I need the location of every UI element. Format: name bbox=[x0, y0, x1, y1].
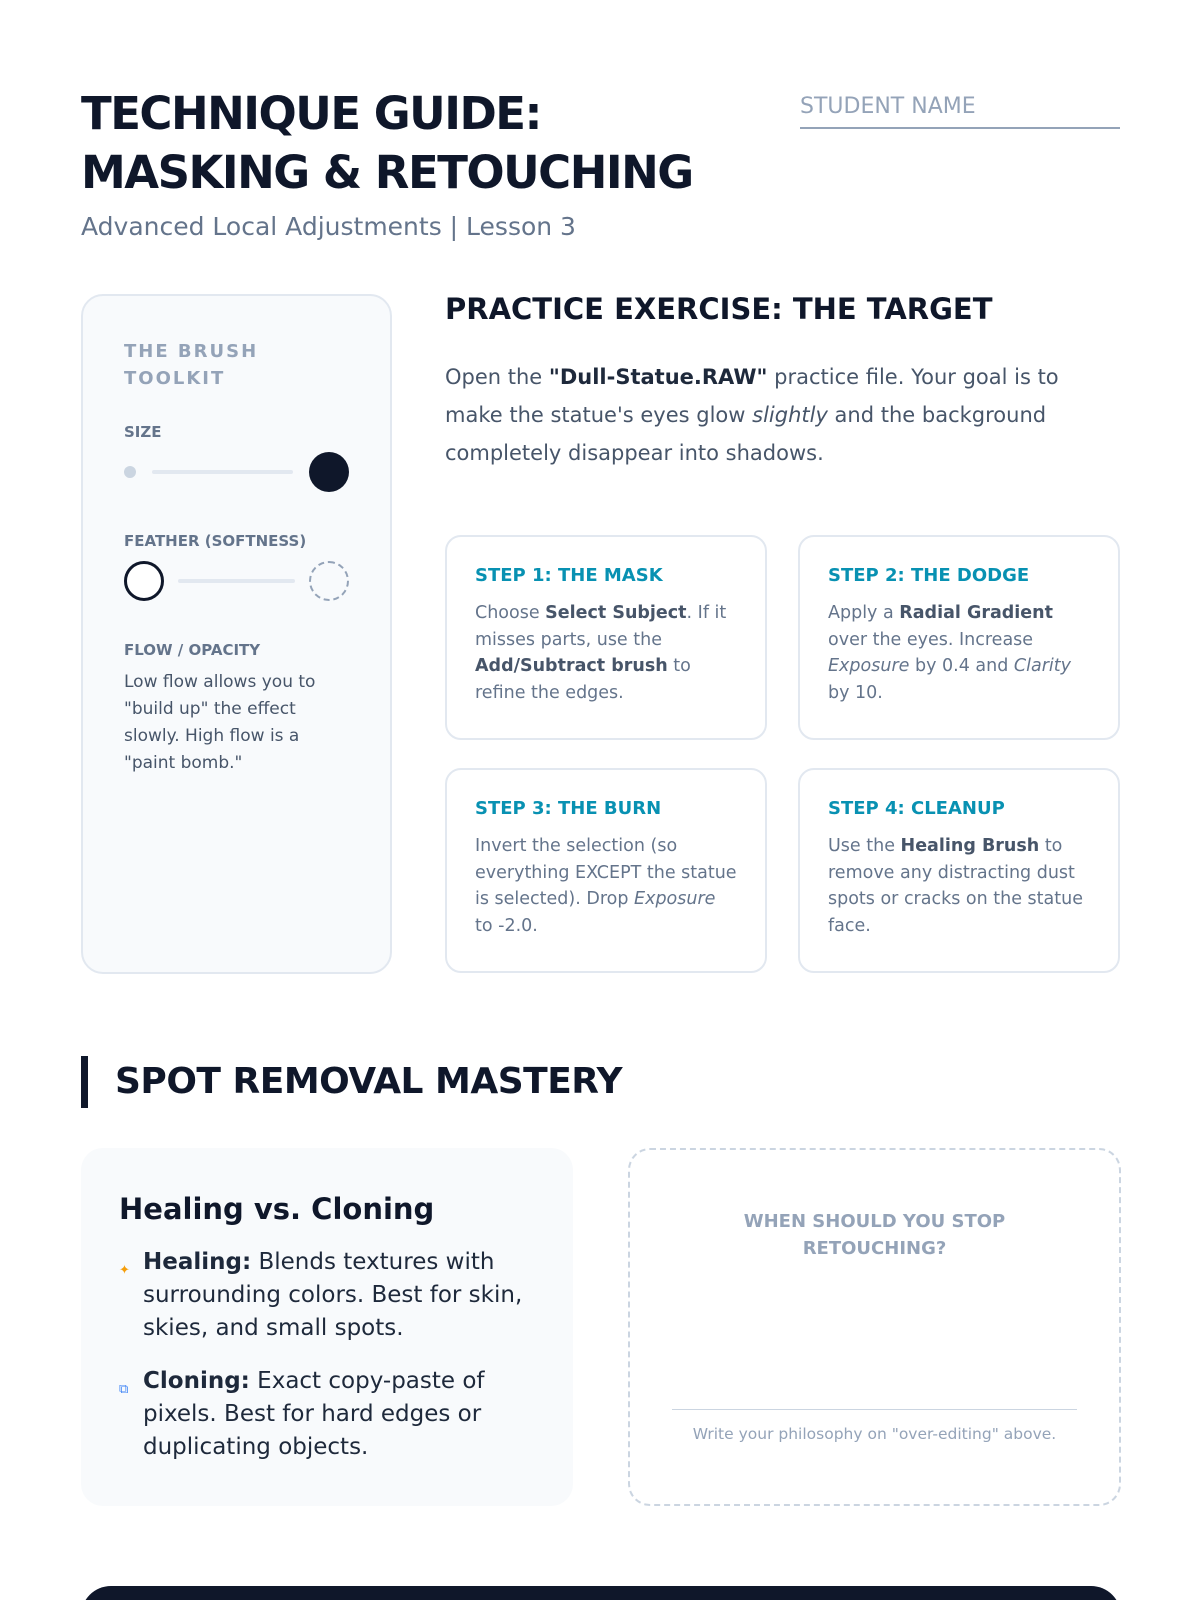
student-name-field-wrapper bbox=[800, 88, 1120, 129]
step-emphasis: Exposure bbox=[828, 656, 910, 676]
step-text: Invert the selection (so everything EXCEPT the statue is selected). Drop bbox=[475, 836, 737, 909]
feather-slider-track bbox=[178, 579, 295, 583]
step-bold: Radial Gradient bbox=[899, 603, 1053, 623]
step-text: to remove any distracting dust spots or cracks on the statue face. bbox=[828, 836, 1083, 936]
intro-text: and the background completely disappear into shadows. bbox=[445, 403, 1047, 465]
intro-text: practice file. Your goal is to make the statue's eyes glow bbox=[445, 365, 1059, 427]
step-description bbox=[475, 833, 737, 939]
brush-toolkit-panel bbox=[81, 294, 392, 974]
reflection-box[interactable] bbox=[628, 1148, 1121, 1506]
cloning-label: Cloning: bbox=[143, 1368, 250, 1394]
intro-emphasis: slightly bbox=[752, 403, 828, 427]
reflection-question-line-1: WHEN SHOULD YOU STOP bbox=[743, 1211, 1006, 1232]
step-title: STEP 2: THE DODGE bbox=[828, 565, 1030, 586]
healing-label: Healing: bbox=[143, 1249, 252, 1275]
step-emphasis: Clarity bbox=[1013, 656, 1071, 676]
step-card-dodge bbox=[798, 535, 1120, 740]
step-title: STEP 4: CLEANUP bbox=[828, 798, 1005, 819]
page-subtitle: Advanced Local Adjustments | Lesson 3 bbox=[81, 212, 576, 241]
practice-exercise-section bbox=[445, 292, 1121, 472]
flow-description: Low flow allows you to "build up" the effect slowly. High flow is a "paint bomb." bbox=[124, 672, 316, 773]
size-label: SIZE bbox=[124, 423, 162, 441]
reflection-question-line-2: RETOUCHING? bbox=[802, 1238, 947, 1259]
step-text: Apply a bbox=[828, 603, 900, 623]
healing-vs-cloning-card bbox=[81, 1148, 573, 1506]
step-text: . If it misses parts, use the bbox=[475, 603, 727, 650]
small-brush-dot-icon bbox=[124, 466, 136, 478]
practice-title: PRACTICE EXERCISE: THE TARGET bbox=[445, 292, 993, 326]
healing-text: Blends textures with surrounding colors. Best for skin, skies, and small spots. bbox=[143, 1249, 523, 1341]
step-card-cleanup bbox=[798, 768, 1120, 973]
bandage-icon: ✦ bbox=[119, 1263, 130, 1278]
step-description bbox=[828, 833, 1090, 939]
feather-label: FEATHER (SOFTNESS) bbox=[124, 532, 307, 550]
step-text: by 0.4 and bbox=[909, 656, 1014, 676]
copy-icon: ⧉ bbox=[119, 1382, 129, 1397]
cloning-text: Exact copy-paste of pixels. Best for hard edges or duplicating objects. bbox=[143, 1368, 485, 1460]
step-text: Choose bbox=[475, 603, 546, 623]
healing-item bbox=[119, 1246, 535, 1345]
step-text: to -2.0. bbox=[475, 915, 538, 936]
step-bold: Select Subject bbox=[545, 603, 687, 623]
footer-bar bbox=[81, 1586, 1121, 1600]
practice-intro bbox=[445, 358, 1121, 472]
intro-text: Open the bbox=[445, 365, 549, 389]
step-emphasis: Exposure bbox=[634, 889, 716, 909]
hard-edge-brush-icon bbox=[124, 561, 164, 601]
step-card-burn bbox=[445, 768, 767, 973]
step-text: Use the bbox=[828, 836, 901, 856]
flow-label: FLOW / OPACITY bbox=[124, 641, 261, 659]
step-description bbox=[828, 600, 1090, 706]
step-title: STEP 3: THE BURN bbox=[475, 798, 662, 819]
step-card-mask bbox=[445, 535, 767, 740]
soft-edge-brush-icon bbox=[309, 561, 349, 601]
step-description bbox=[475, 600, 737, 706]
toolkit-title-line-2: TOOLKIT bbox=[124, 368, 226, 389]
step-text: by 10. bbox=[828, 682, 883, 703]
reflection-question bbox=[630, 1208, 1119, 1262]
size-slider[interactable] bbox=[124, 451, 349, 493]
large-brush-dot-icon bbox=[309, 452, 349, 492]
size-slider-track bbox=[152, 470, 293, 474]
reflection-hint: Write your philosophy on "over-editing" above. bbox=[692, 1425, 1057, 1443]
title-line-2: MASKING & RETOUCHING bbox=[81, 146, 693, 199]
step-bold: Add/Subtract brush bbox=[475, 656, 668, 676]
spot-removal-heading: SPOT REMOVAL MASTERY bbox=[81, 1056, 622, 1108]
step-text: over the eyes. Increase bbox=[828, 629, 1034, 650]
step-title: STEP 1: THE MASK bbox=[475, 565, 663, 586]
toolkit-title bbox=[124, 338, 349, 392]
toolkit-title-line-1: THE BRUSH bbox=[124, 341, 259, 362]
step-bold: Healing Brush bbox=[900, 836, 1040, 856]
feather-slider[interactable] bbox=[124, 560, 349, 602]
answer-line bbox=[672, 1409, 1077, 1410]
cloning-item bbox=[119, 1365, 535, 1464]
healing-vs-cloning-title: Healing vs. Cloning bbox=[119, 1192, 435, 1226]
step-text: to refine the edges. bbox=[475, 656, 691, 703]
practice-file-name: "Dull-Statue.RAW" bbox=[548, 365, 768, 389]
student-name-input[interactable] bbox=[800, 88, 1120, 124]
title-line-1: TECHNIQUE GUIDE: bbox=[81, 87, 542, 140]
